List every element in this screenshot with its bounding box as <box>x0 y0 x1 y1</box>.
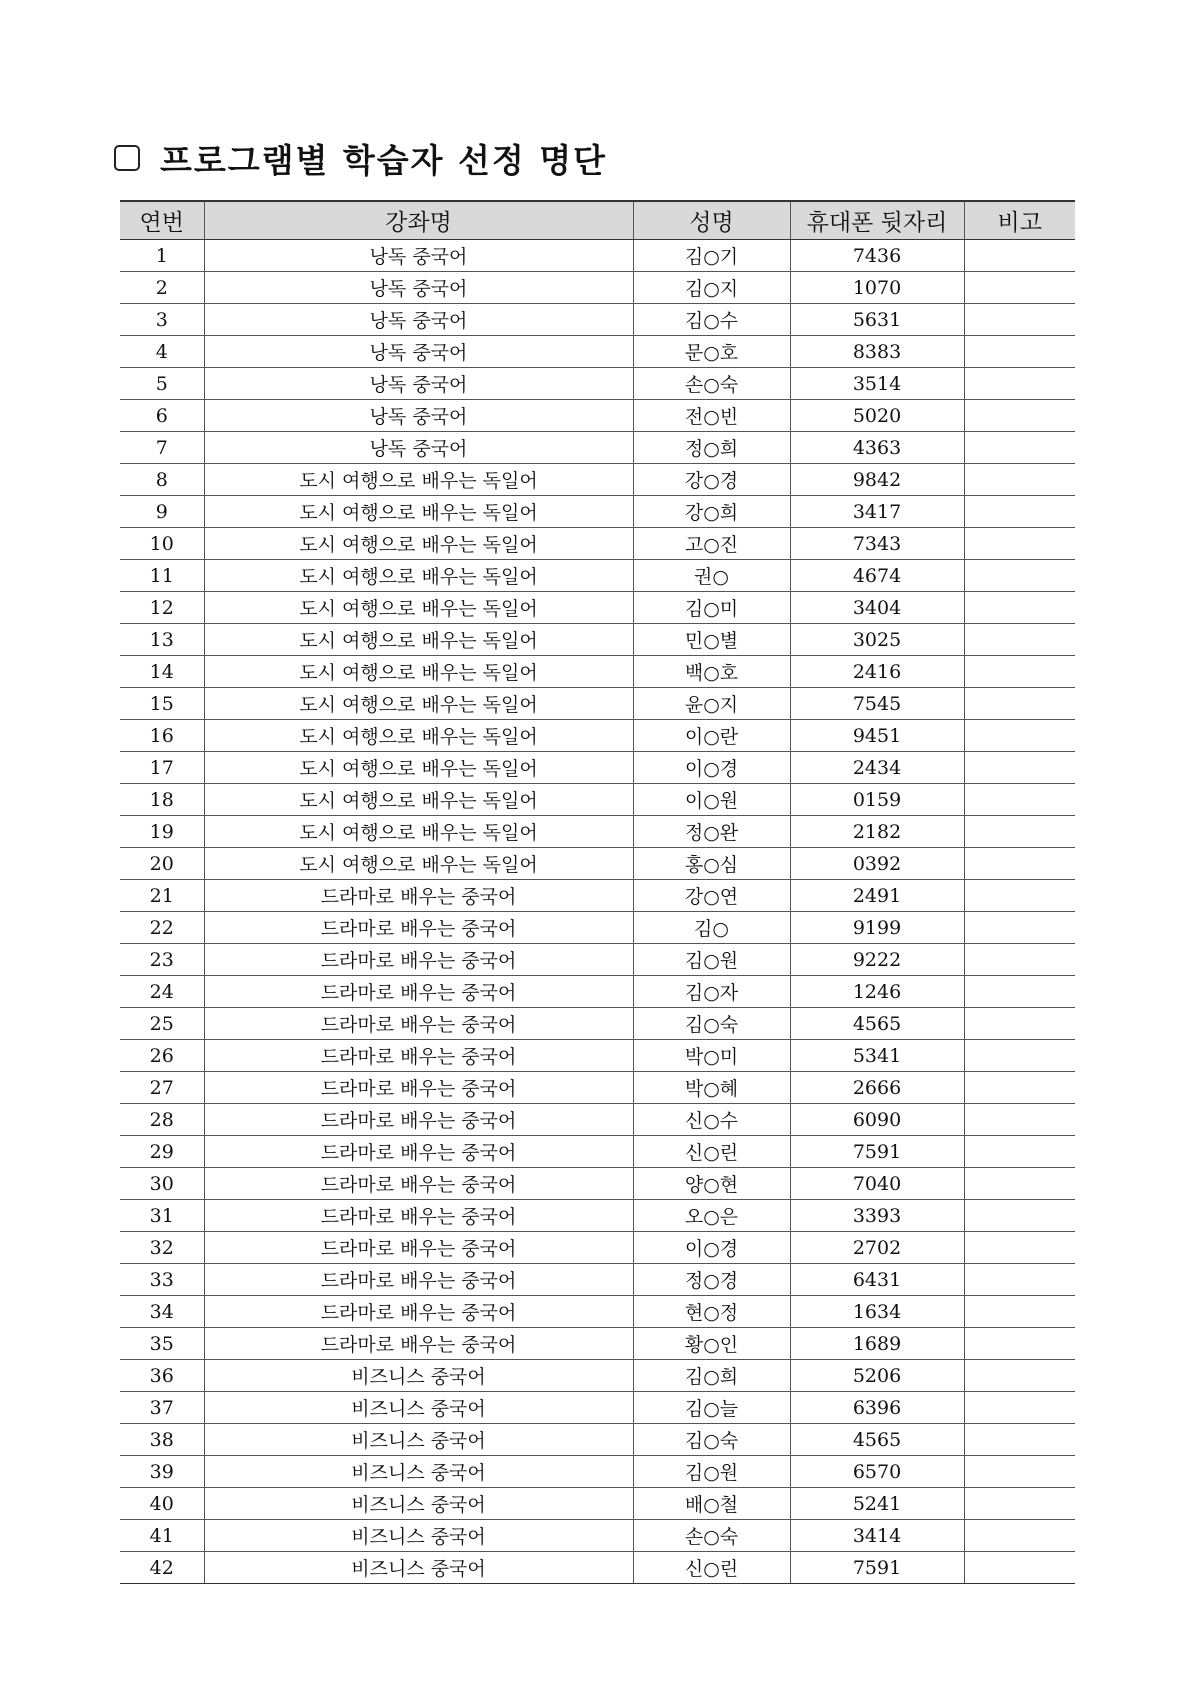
cell-remarks <box>964 1424 1075 1456</box>
cell-name: 박○미 <box>633 1040 790 1072</box>
header-phone-suffix: 휴대폰 뒷자리 <box>790 201 964 240</box>
cell-remarks <box>964 1264 1075 1296</box>
cell-number: 13 <box>120 624 204 656</box>
cell-number: 22 <box>120 912 204 944</box>
cell-course-name: 드라마로 배우는 중국어 <box>204 1296 633 1328</box>
cell-phone-suffix: 0159 <box>790 784 964 816</box>
cell-course-name: 도시 여행으로 배우는 독일어 <box>204 560 633 592</box>
cell-remarks <box>964 848 1075 880</box>
cell-number: 39 <box>120 1456 204 1488</box>
cell-number: 36 <box>120 1360 204 1392</box>
cell-phone-suffix: 3414 <box>790 1520 964 1552</box>
cell-phone-suffix: 6090 <box>790 1104 964 1136</box>
cell-remarks <box>964 1104 1075 1136</box>
cell-course-name: 비즈니스 중국어 <box>204 1488 633 1520</box>
cell-number: 24 <box>120 976 204 1008</box>
cell-phone-suffix: 3514 <box>790 368 964 400</box>
table-row <box>120 1456 1075 1488</box>
cell-remarks <box>964 592 1075 624</box>
cell-course-name: 낭독 중국어 <box>204 368 633 400</box>
cell-phone-suffix: 5020 <box>790 400 964 432</box>
cell-name: 김○숙 <box>633 1008 790 1040</box>
cell-number: 33 <box>120 1264 204 1296</box>
cell-remarks <box>964 880 1075 912</box>
cell-phone-suffix: 5206 <box>790 1360 964 1392</box>
cell-number: 18 <box>120 784 204 816</box>
cell-name: 김○자 <box>633 976 790 1008</box>
cell-remarks <box>964 1008 1075 1040</box>
cell-course-name: 드라마로 배우는 중국어 <box>204 1136 633 1168</box>
cell-number: 8 <box>120 464 204 496</box>
cell-name: 고○진 <box>633 528 790 560</box>
cell-phone-suffix: 2182 <box>790 816 964 848</box>
cell-remarks <box>964 1296 1075 1328</box>
cell-course-name: 낭독 중국어 <box>204 336 633 368</box>
table-header-row <box>120 201 1075 240</box>
table-row <box>120 1424 1075 1456</box>
cell-course-name: 드라마로 배우는 중국어 <box>204 1008 633 1040</box>
cell-course-name: 드라마로 배우는 중국어 <box>204 1264 633 1296</box>
cell-name: 김○숙 <box>633 1424 790 1456</box>
cell-phone-suffix: 1070 <box>790 272 964 304</box>
cell-course-name: 낭독 중국어 <box>204 240 633 272</box>
table-row <box>120 1232 1075 1264</box>
cell-phone-suffix: 1689 <box>790 1328 964 1360</box>
cell-number: 15 <box>120 688 204 720</box>
cell-name: 이○경 <box>633 752 790 784</box>
cell-number: 31 <box>120 1200 204 1232</box>
cell-number: 9 <box>120 496 204 528</box>
cell-name: 김○수 <box>633 304 790 336</box>
cell-remarks <box>964 784 1075 816</box>
cell-phone-suffix: 0392 <box>790 848 964 880</box>
table-row <box>120 848 1075 880</box>
cell-remarks <box>964 496 1075 528</box>
cell-phone-suffix: 7545 <box>790 688 964 720</box>
cell-remarks <box>964 432 1075 464</box>
cell-name: 배○철 <box>633 1488 790 1520</box>
cell-phone-suffix: 2491 <box>790 880 964 912</box>
cell-course-name: 도시 여행으로 배우는 독일어 <box>204 720 633 752</box>
table-row <box>120 368 1075 400</box>
cell-course-name: 도시 여행으로 배우는 독일어 <box>204 848 633 880</box>
table-row <box>120 304 1075 336</box>
cell-name: 강○희 <box>633 496 790 528</box>
cell-number: 27 <box>120 1072 204 1104</box>
cell-name: 김○원 <box>633 1456 790 1488</box>
cell-course-name: 드라마로 배우는 중국어 <box>204 944 633 976</box>
cell-name: 오○은 <box>633 1200 790 1232</box>
cell-remarks <box>964 304 1075 336</box>
cell-name: 김○지 <box>633 272 790 304</box>
cell-remarks <box>964 1360 1075 1392</box>
cell-name: 전○빈 <box>633 400 790 432</box>
table-row <box>120 272 1075 304</box>
cell-phone-suffix: 4363 <box>790 432 964 464</box>
cell-course-name: 드라마로 배우는 중국어 <box>204 976 633 1008</box>
table-row <box>120 1040 1075 1072</box>
cell-number: 14 <box>120 656 204 688</box>
cell-name: 정○희 <box>633 432 790 464</box>
cell-phone-suffix: 3025 <box>790 624 964 656</box>
cell-phone-suffix: 6431 <box>790 1264 964 1296</box>
page-title-block <box>114 136 607 180</box>
cell-remarks <box>964 528 1075 560</box>
cell-number: 19 <box>120 816 204 848</box>
cell-name: 이○경 <box>633 1232 790 1264</box>
cell-course-name: 드라마로 배우는 중국어 <box>204 1200 633 1232</box>
cell-number: 25 <box>120 1008 204 1040</box>
cell-number: 6 <box>120 400 204 432</box>
cell-number: 10 <box>120 528 204 560</box>
cell-name: 황○인 <box>633 1328 790 1360</box>
table-row <box>120 976 1075 1008</box>
cell-phone-suffix: 2434 <box>790 752 964 784</box>
cell-phone-suffix: 5241 <box>790 1488 964 1520</box>
cell-remarks <box>964 1168 1075 1200</box>
cell-number: 7 <box>120 432 204 464</box>
cell-number: 5 <box>120 368 204 400</box>
table-row <box>120 720 1075 752</box>
cell-phone-suffix: 2416 <box>790 656 964 688</box>
cell-course-name: 도시 여행으로 배우는 독일어 <box>204 624 633 656</box>
table-row <box>120 592 1075 624</box>
table-row <box>120 752 1075 784</box>
cell-course-name: 낭독 중국어 <box>204 432 633 464</box>
cell-course-name: 비즈니스 중국어 <box>204 1456 633 1488</box>
cell-name: 정○경 <box>633 1264 790 1296</box>
table-row <box>120 560 1075 592</box>
cell-remarks <box>964 1456 1075 1488</box>
table-row <box>120 1296 1075 1328</box>
cell-name: 홍○심 <box>633 848 790 880</box>
cell-phone-suffix: 5341 <box>790 1040 964 1072</box>
cell-number: 21 <box>120 880 204 912</box>
table-row <box>120 496 1075 528</box>
cell-remarks <box>964 1232 1075 1264</box>
cell-name: 윤○지 <box>633 688 790 720</box>
cell-phone-suffix: 9451 <box>790 720 964 752</box>
cell-remarks <box>964 816 1075 848</box>
cell-remarks <box>964 272 1075 304</box>
table-row <box>120 624 1075 656</box>
table-row <box>120 880 1075 912</box>
cell-remarks <box>964 1520 1075 1552</box>
cell-number: 28 <box>120 1104 204 1136</box>
cell-remarks <box>964 1200 1075 1232</box>
table-row <box>120 1168 1075 1200</box>
cell-number: 16 <box>120 720 204 752</box>
cell-name: 김○기 <box>633 240 790 272</box>
cell-number: 2 <box>120 272 204 304</box>
cell-name: 김○원 <box>633 944 790 976</box>
cell-name: 손○숙 <box>633 368 790 400</box>
cell-course-name: 드라마로 배우는 중국어 <box>204 1328 633 1360</box>
cell-course-name: 도시 여행으로 배우는 독일어 <box>204 784 633 816</box>
table-row <box>120 1392 1075 1424</box>
cell-phone-suffix: 5631 <box>790 304 964 336</box>
cell-course-name: 비즈니스 중국어 <box>204 1360 633 1392</box>
table-row <box>120 1072 1075 1104</box>
cell-name: 신○린 <box>633 1136 790 1168</box>
table-row <box>120 240 1075 272</box>
table-row <box>120 400 1075 432</box>
cell-phone-suffix: 3417 <box>790 496 964 528</box>
cell-number: 41 <box>120 1520 204 1552</box>
cell-number: 38 <box>120 1424 204 1456</box>
cell-name: 김○ <box>633 912 790 944</box>
table-row <box>120 1008 1075 1040</box>
cell-name: 문○호 <box>633 336 790 368</box>
cell-phone-suffix: 8383 <box>790 336 964 368</box>
page-title: 프로그램별 학습자 선정 명단 <box>160 140 608 180</box>
cell-course-name: 비즈니스 중국어 <box>204 1520 633 1552</box>
cell-phone-suffix: 7591 <box>790 1136 964 1168</box>
cell-course-name: 도시 여행으로 배우는 독일어 <box>204 688 633 720</box>
cell-phone-suffix: 4565 <box>790 1008 964 1040</box>
cell-name: 현○정 <box>633 1296 790 1328</box>
cell-course-name: 도시 여행으로 배우는 독일어 <box>204 752 633 784</box>
header-remarks: 비고 <box>964 201 1075 240</box>
cell-remarks <box>964 656 1075 688</box>
cell-number: 34 <box>120 1296 204 1328</box>
cell-course-name: 도시 여행으로 배우는 독일어 <box>204 592 633 624</box>
cell-number: 30 <box>120 1168 204 1200</box>
cell-course-name: 도시 여행으로 배우는 독일어 <box>204 528 633 560</box>
table-row <box>120 656 1075 688</box>
cell-name: 강○연 <box>633 880 790 912</box>
cell-name: 강○경 <box>633 464 790 496</box>
cell-course-name: 드라마로 배우는 중국어 <box>204 1072 633 1104</box>
cell-name: 손○숙 <box>633 1520 790 1552</box>
cell-phone-suffix: 1634 <box>790 1296 964 1328</box>
cell-course-name: 드라마로 배우는 중국어 <box>204 1040 633 1072</box>
cell-phone-suffix: 2666 <box>790 1072 964 1104</box>
cell-remarks <box>964 688 1075 720</box>
cell-number: 42 <box>120 1552 204 1584</box>
table-row <box>120 528 1075 560</box>
cell-course-name: 비즈니스 중국어 <box>204 1552 633 1584</box>
header-name: 성명 <box>633 201 790 240</box>
cell-number: 26 <box>120 1040 204 1072</box>
cell-remarks <box>964 400 1075 432</box>
cell-number: 20 <box>120 848 204 880</box>
cell-course-name: 드라마로 배우는 중국어 <box>204 880 633 912</box>
cell-remarks <box>964 1040 1075 1072</box>
header-course-name: 강좌명 <box>204 201 633 240</box>
cell-course-name: 낭독 중국어 <box>204 400 633 432</box>
table-row <box>120 912 1075 944</box>
cell-remarks <box>964 912 1075 944</box>
cell-remarks <box>964 1072 1075 1104</box>
cell-phone-suffix: 9222 <box>790 944 964 976</box>
cell-name: 김○미 <box>633 592 790 624</box>
cell-course-name: 비즈니스 중국어 <box>204 1424 633 1456</box>
cell-remarks <box>964 624 1075 656</box>
cell-remarks <box>964 720 1075 752</box>
cell-number: 32 <box>120 1232 204 1264</box>
cell-number: 1 <box>120 240 204 272</box>
cell-name: 신○린 <box>633 1552 790 1584</box>
cell-remarks <box>964 368 1075 400</box>
cell-course-name: 도시 여행으로 배우는 독일어 <box>204 816 633 848</box>
cell-number: 35 <box>120 1328 204 1360</box>
cell-course-name: 드라마로 배우는 중국어 <box>204 912 633 944</box>
cell-phone-suffix: 7040 <box>790 1168 964 1200</box>
cell-course-name: 드라마로 배우는 중국어 <box>204 1232 633 1264</box>
cell-phone-suffix: 6570 <box>790 1456 964 1488</box>
cell-name: 정○완 <box>633 816 790 848</box>
cell-remarks <box>964 560 1075 592</box>
cell-remarks <box>964 1328 1075 1360</box>
selection-table <box>120 200 1075 1584</box>
cell-phone-suffix: 4674 <box>790 560 964 592</box>
cell-phone-suffix: 7343 <box>790 528 964 560</box>
cell-phone-suffix: 3404 <box>790 592 964 624</box>
cell-number: 3 <box>120 304 204 336</box>
cell-phone-suffix: 7591 <box>790 1552 964 1584</box>
cell-number: 29 <box>120 1136 204 1168</box>
cell-remarks <box>964 240 1075 272</box>
table-body <box>120 240 1075 1584</box>
cell-course-name: 낭독 중국어 <box>204 272 633 304</box>
cell-remarks <box>964 752 1075 784</box>
table-row <box>120 944 1075 976</box>
cell-course-name: 도시 여행으로 배우는 독일어 <box>204 464 633 496</box>
table-row <box>120 1520 1075 1552</box>
cell-course-name: 도시 여행으로 배우는 독일어 <box>204 656 633 688</box>
table-row <box>120 816 1075 848</box>
cell-course-name: 낭독 중국어 <box>204 304 633 336</box>
cell-name: 민○별 <box>633 624 790 656</box>
cell-remarks <box>964 944 1075 976</box>
cell-number: 37 <box>120 1392 204 1424</box>
cell-number: 12 <box>120 592 204 624</box>
cell-name: 이○원 <box>633 784 790 816</box>
cell-phone-suffix: 7436 <box>790 240 964 272</box>
cell-phone-suffix: 4565 <box>790 1424 964 1456</box>
cell-number: 11 <box>120 560 204 592</box>
cell-name: 박○혜 <box>633 1072 790 1104</box>
cell-course-name: 드라마로 배우는 중국어 <box>204 1104 633 1136</box>
table-row <box>120 1136 1075 1168</box>
checkbox-icon <box>114 145 140 171</box>
cell-phone-suffix: 2702 <box>790 1232 964 1264</box>
cell-phone-suffix: 3393 <box>790 1200 964 1232</box>
cell-course-name: 드라마로 배우는 중국어 <box>204 1168 633 1200</box>
table-row <box>120 784 1075 816</box>
table-row <box>120 1264 1075 1296</box>
cell-phone-suffix: 9842 <box>790 464 964 496</box>
cell-name: 김○늘 <box>633 1392 790 1424</box>
cell-phone-suffix: 6396 <box>790 1392 964 1424</box>
cell-phone-suffix: 1246 <box>790 976 964 1008</box>
table-row <box>120 1200 1075 1232</box>
cell-course-name: 도시 여행으로 배우는 독일어 <box>204 496 633 528</box>
table-row <box>120 336 1075 368</box>
table-row <box>120 1360 1075 1392</box>
table-row <box>120 688 1075 720</box>
cell-name: 김○희 <box>633 1360 790 1392</box>
cell-remarks <box>964 1552 1075 1584</box>
cell-name: 신○수 <box>633 1104 790 1136</box>
cell-remarks <box>964 1392 1075 1424</box>
table-row <box>120 1488 1075 1520</box>
cell-remarks <box>964 1488 1075 1520</box>
cell-number: 40 <box>120 1488 204 1520</box>
cell-phone-suffix: 9199 <box>790 912 964 944</box>
cell-name: 이○란 <box>633 720 790 752</box>
cell-name: 권○ <box>633 560 790 592</box>
cell-remarks <box>964 1136 1075 1168</box>
cell-number: 23 <box>120 944 204 976</box>
cell-remarks <box>964 336 1075 368</box>
cell-name: 양○현 <box>633 1168 790 1200</box>
table-row <box>120 432 1075 464</box>
cell-remarks <box>964 464 1075 496</box>
table-row <box>120 1328 1075 1360</box>
table-row <box>120 1552 1075 1584</box>
cell-course-name: 비즈니스 중국어 <box>204 1392 633 1424</box>
table-row <box>120 1104 1075 1136</box>
cell-name: 백○호 <box>633 656 790 688</box>
cell-number: 17 <box>120 752 204 784</box>
cell-remarks <box>964 976 1075 1008</box>
table-row <box>120 464 1075 496</box>
header-number: 연번 <box>120 201 204 240</box>
cell-number: 4 <box>120 336 204 368</box>
